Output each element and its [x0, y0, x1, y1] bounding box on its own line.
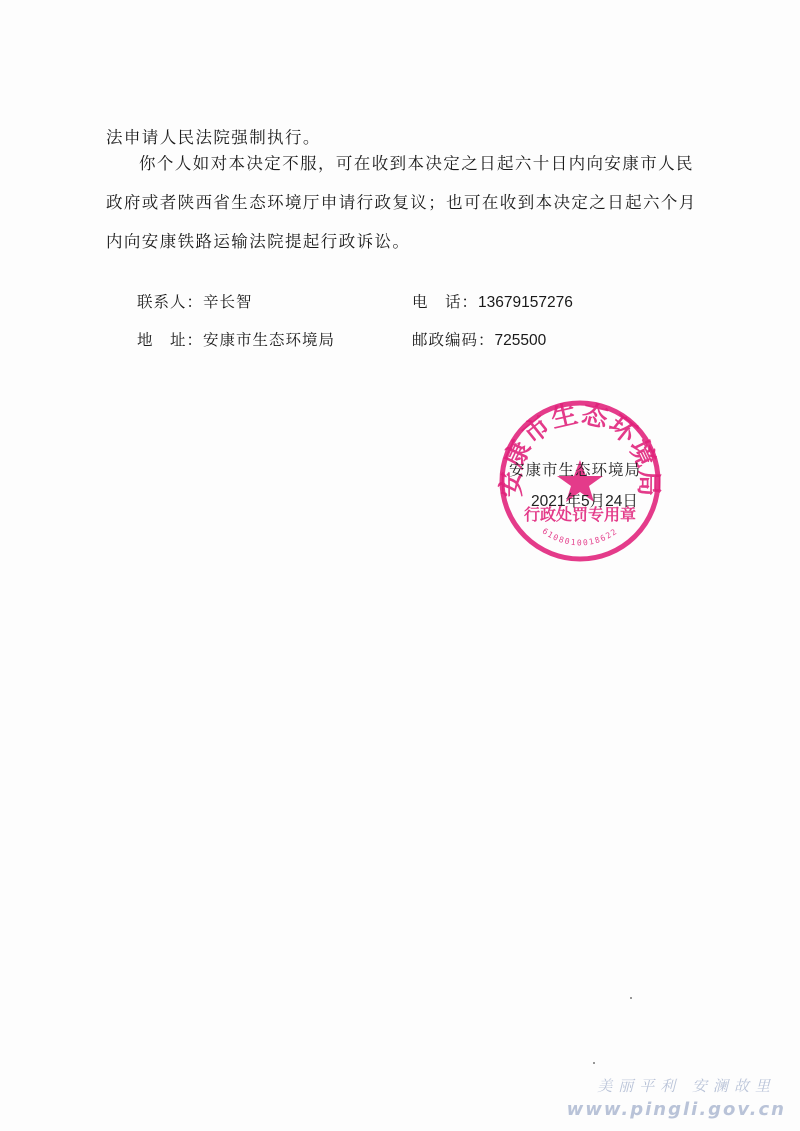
postcode-label: 邮政编码：	[412, 331, 495, 349]
signature-organization: 安康市生态环境局	[509, 461, 642, 479]
seal-code-text: 6108010018622	[540, 526, 620, 548]
watermark-slogan: 美丽平利 安澜故里	[597, 1077, 776, 1095]
phone-value: 13679157276	[478, 294, 573, 311]
official-seal	[495, 396, 665, 566]
contact-person-value: 辛长智	[203, 293, 253, 311]
contact-person-row	[137, 290, 253, 312]
address-value: 安康市生态环境局	[203, 331, 336, 349]
watermark-url: www.pingli.gov.cn	[566, 1099, 786, 1120]
paragraph-appeal-rights: 你个人如对本决定不服，可在收到本决定之日起六十日内向安康市人民政府或者陕西省生态环境厅申请行政复议；也可在收到本决定之日起六个月内向安康铁路运输法院提起行政诉讼。	[106, 154, 697, 251]
phone-label: 电 话：	[412, 293, 479, 311]
scan-speck	[630, 997, 632, 999]
scan-speck	[593, 1062, 595, 1064]
postcode-value: 725500	[494, 332, 547, 349]
phone-row	[412, 290, 573, 312]
seal-ring-text: 安康市生态环境局	[496, 399, 664, 498]
signature-date: 2021年5月24日	[531, 493, 638, 510]
seal-graphic	[495, 396, 665, 566]
svg-text:6108010018622	[541, 526, 620, 547]
postcode-row	[412, 328, 546, 350]
contact-person-label: 联系人：	[137, 293, 204, 311]
seal-bottom-text: 行政处罚专用章	[523, 505, 637, 524]
address-row	[137, 328, 335, 350]
paragraph-continuation: 法申请人民法院强制执行。	[106, 128, 321, 147]
address-label: 地 址：	[137, 331, 204, 349]
